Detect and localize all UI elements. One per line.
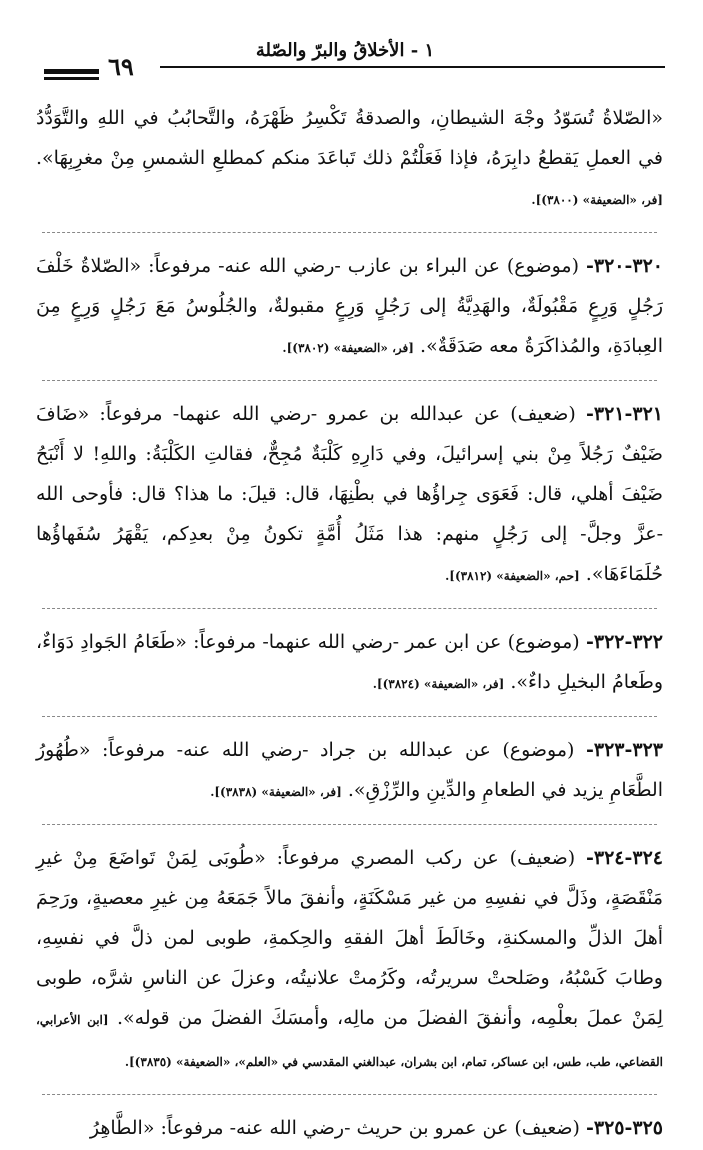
hadith-entry	[36, 246, 663, 368]
entry-divider	[42, 232, 657, 234]
page-body	[36, 98, 663, 1150]
hadith-reference: [فر، «الضعيفة» (٣٨٢٤)].	[372, 677, 505, 691]
hadith-reference: [حم، «الضعيفة» (٣٨١٢)].	[445, 569, 580, 583]
hadith-reference: [ابن الأعرابي، القضاعي، طب، طس، ابن عساكر، تمام، ابن بشران، عبدالغني المقدسي في «العلم»، «الضعيفة» (٣٨٣٥)].	[36, 1013, 663, 1069]
hadith-number: ٣٢٣-٣٢٣-	[585, 739, 663, 761]
hadith-text: (ضعيف) عن عمرو بن حريث -رضي الله عنه- مرفوعاً: «الطَّاهِرُ	[89, 1117, 580, 1139]
hadith-reference: [فر، «الضعيفة» (٣٨٣٨)].	[210, 785, 342, 799]
hadith-entry	[36, 394, 663, 596]
header-rule-thick	[44, 69, 99, 74]
page-number: ٦٩	[108, 52, 134, 81]
hadith-reference: [فر، «الضعيفة» (٣٨٠٢)].	[282, 341, 414, 355]
entry-divider	[42, 1094, 657, 1096]
hadith-entry	[36, 730, 663, 812]
hadith-text: «الصّلاةُ تُسَوّدُ وجْهَ الشيطانِ، والصدقةُ تَكْسِرُ ظَهْرَهُ، والتَّحابُبُ في اللهِ والتَّوَدُّدُ في العملِ يَقطعُ دابِرَهُ، فإذا فَعَلْتُمْ ذلك تَباعَدَ منكم كمطلعِ الشمسِ مِنْ مغرِبِهَا».	[36, 107, 663, 169]
entry-divider	[42, 716, 657, 718]
hadith-text: (موضوع) عن ابن عمر -رضي الله عنهما- مرفوعاً: «طَعَامُ الجَوادِ دَوَاءٌ، وطَعامُ البخيلِ داءٌ».	[36, 631, 663, 693]
hadith-text: (ضعيف) عن عبدالله بن عمرو -رضي الله عنهما- مرفوعاً: «ضَافَ ضَيْفٌ رَجُلاً مِنْ بني إسرائيلَ، وفي دَارِهِ كَلْبَةٌ مُجِحٌّ، فقالتِ الكَلْبَةُ: واللهِ! لا أَنْبَحُ ضَيْفَ أهلي، قال: فَعَوَى جِراؤُها في بطْنِهَا، قال: قيلَ: ما هذا؟ قال: فأوحى الله -عزَّ وجلَّ- إلى رَجُلٍ منهم: هذا مَثَلُ أُمَّةٍ تكونُ مِنْ بعدِكم، يَقْهَرُ سُفَهاؤُها حُلَمَاءَهَا».	[36, 403, 663, 585]
hadith-number: ٣٢١-٣٢١-	[585, 403, 663, 425]
hadith-number: ٣٢٠-٣٢٠-	[585, 255, 663, 277]
entry-divider	[42, 380, 657, 382]
hadith-number: ٣٢٤-٣٢٤-	[585, 847, 664, 869]
hadith-number: ٣٢٢-٣٢٢-	[585, 631, 663, 653]
header-rule-thick-lower	[44, 77, 99, 80]
hadith-entry	[36, 622, 663, 704]
hadith-entry	[36, 838, 663, 1082]
hadith-text: (موضوع) عن عبدالله بن جراد -رضي الله عنه- مرفوعاً: «طُهُورُ الطَّعَامِ يزيد في الطعامِ والدِّينِ والرِّزْقِ».	[36, 739, 663, 801]
entry-divider	[42, 608, 657, 610]
header-rule	[160, 66, 665, 68]
hadith-entry	[36, 1108, 663, 1150]
hadith-number: ٣٢٥-٣٢٥-	[585, 1117, 663, 1139]
hadith-entry	[36, 98, 663, 220]
hadith-text: (موضوع) عن البراء بن عازب -رضي الله عنه- مرفوعاً: «الصّلاةُ خَلْفَ رَجُلٍ وَرِعٍ مَقْبُولَةٌ، والهَدِيَّةُ إلى رَجُلٍ وَرِعٍ مقبولةٌ، والجُلُوسُ مَعَ رَجُلٍ وَرِعٍ مِنَ العِبادَةِ، والمُذاكَرَةُ معه صَدَقَةٌ».	[36, 255, 663, 357]
hadith-text: (ضعيف) عن ركب المصري مرفوعاً: «طُوبَى لِمَنْ تَواضَعَ مِنْ غيرِ مَنْقَصَةٍ، وذَلَّ في نفسِهِ من غير مَسْكَنَةٍ، وأنفقَ مالاً جَمَعَهُ مِن غيرِ معصيةٍ، ورَحِمَ أهلَ الذلِّ والمسكنةِ، وخَالَطَ أهلَ الفقهِ والحِكمةِ، طوبى لمن ذلَّ في نفسِهِ، وطابَ كَسْبُهُ، وصَلحتْ سريرتُه، وكَرُمتْ علانيتُه، وعزلَ عن الناسِ شرَّه، طوبى لِمَنْ عملَ بعلْمِه، وأنفقَ الفضلَ من مالِه، وأمسَكَ الفضلَ من قوله».	[36, 847, 664, 1029]
hadith-reference: [فر، «الضعيفة» (٣٨٠٠)].	[531, 193, 663, 207]
entry-divider	[42, 824, 657, 826]
running-title: ١ - الأخلاقُ والبرّ والصّلة	[255, 40, 435, 61]
